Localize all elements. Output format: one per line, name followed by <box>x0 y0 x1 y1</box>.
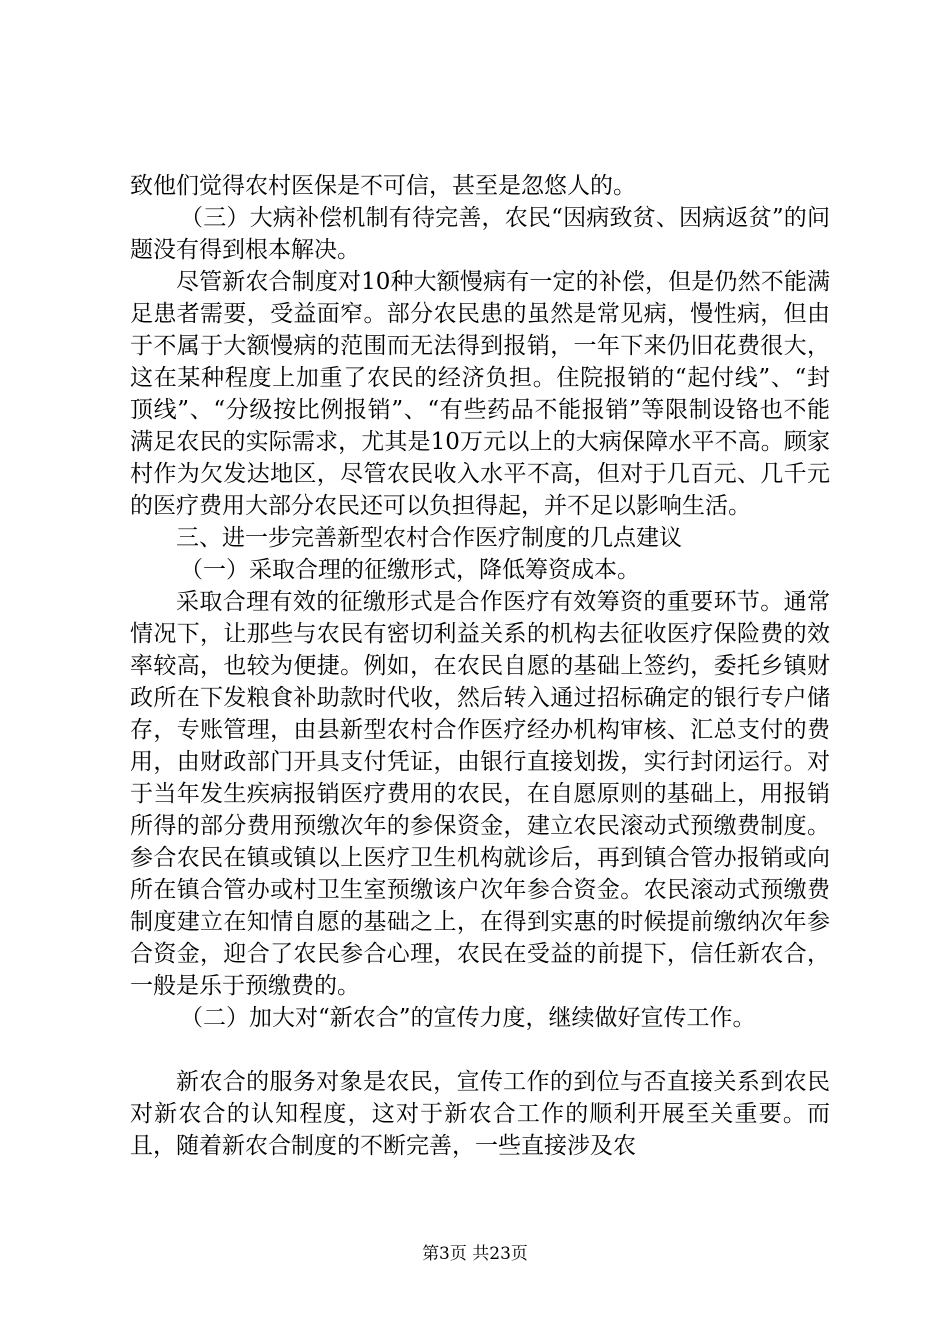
section-heading-2: （二）加大对“新农合”的宣传力度，继续做好宣传工作。 <box>180 1005 756 1031</box>
paragraph-body: 尽管新农合制度对10种大额慢病有一定的补偿，但是仍然不能满足患者需要，受益面窄。部分农民患的虽然是常见病，慢性病，但由于不属于大额慢病的范围而无法得到报销，一年下来仍旧花费很大，这在某种程度上加重了农民的经济负担。住院报销的“起付线”、“封顶线”、“分级按比例报销”、“有些药品不能报销”等限制设铬也不能满足农民的实际需求，尤其是10万元以上的大病保障水平不高。顾家村作为欠发达地区，尽管农民收入水平不高，但对于几百元、几千元的医疗费用大部分农民还可以负担得起，并不足以影响生活。 <box>130 269 830 519</box>
page-number-footer: 第3页 共23页 <box>422 1244 528 1264</box>
chapter-heading-3: 三、进一步完善新型农村合作医疗制度的几点建议 <box>176 525 682 551</box>
paragraph-body: 新农合的服务对象是农民，宣传工作的到位与否直接关系到农民对新农合的认知程度，这对于新农合工作的顺利开展至关重要。而且，随着新农合制度的不断完善，一些直接涉及农 <box>130 1069 830 1159</box>
section-heading-1: （一）采取合理的征缴形式，降低筹资成本。 <box>180 557 640 583</box>
section-heading-3: （三）大病补偿机制有待完善，农民“因病致贫、因病返贫”的问题没有得到根本解决。 <box>130 205 830 263</box>
document-body <box>130 170 830 1162</box>
paragraph-body: 采取合理有效的征缴形式是合作医疗有效筹资的重要环节。通常情况下，让那些与农民有密切利益关系的机构去征收医疗保险费的效率较高，也较为便捷。例如，在农民自愿的基础上签约，委托乡镇财政所在下发粮食补助款时代收，然后转入通过招标确定的银行专户储存，专账管理，由县新型农村合作医疗经办机构审核、汇总支付的费用，由财政部门开具支付凭证，由银行直接划拨，实行封闭运行。对于当年发生疾病报销医疗费用的农民，在自愿原则的基础上，用报销所得的部分费用预缴次年的参保资金，建立农民滚动式预缴费制度。参合农民在镇或镇以上医疗卫生机构就诊后，再到镇合管办报销或向所在镇合管办或村卫生室预缴该户次年参合资金。农民滚动式预缴费制度建立在知情自愿的基础之上，在得到实惠的时候提前缴纳次年参合资金，迎合了农民参合心理，农民在受益的前提下，信任新农合，一般是乐于预缴费的。 <box>130 589 830 999</box>
paragraph-continuation: 致他们觉得农村医保是不可信，甚至是忽悠人的。 <box>130 173 636 199</box>
